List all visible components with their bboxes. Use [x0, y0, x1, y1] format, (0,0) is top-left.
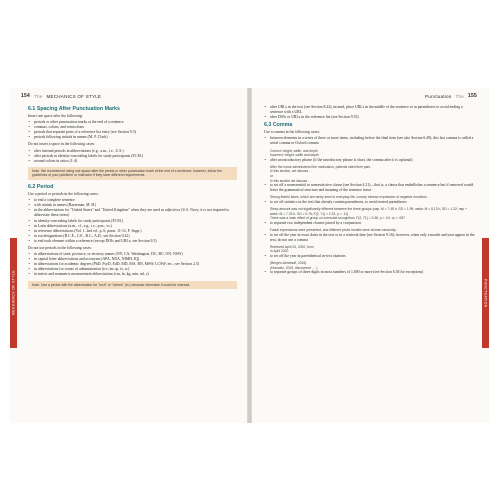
- left-page: [10, 88, 247, 423]
- list-item: • in abbreviations of state, province, or territory names (NY; CA; Washington, DC; BC; ON; NSW): [28, 252, 237, 257]
- right-page: [252, 88, 489, 423]
- list-item: • to set off the year in parenthetical in-text citations: [264, 254, 475, 259]
- list-item: • to set off statistics in the text that already contain parentheses, to avoid nested parentheses: [264, 200, 475, 205]
- list-item: • in the abbreviations for "United States" and "United Kingdom" when they are used as adjectives (U.S. Navy; it is not required to abbreviate these terms): [28, 208, 237, 218]
- example-or: or: [270, 174, 273, 179]
- paragraph: Use a comma in the following cases:: [264, 130, 320, 135]
- example-text: In this section, we discuss . . .: [270, 169, 314, 174]
- bullet-list: [264, 183, 475, 193]
- list-item: • to separate groups of three digits in most numbers of 1,000 or more (see Section 6.38 for exceptions): [264, 270, 475, 275]
- section-heading-comma: 6.3 Comma: [264, 122, 293, 129]
- list-item: • commas, colons, and semicolons: [28, 125, 237, 130]
- bullet-list: [264, 136, 475, 146]
- example-text: In April 2020: [270, 249, 289, 254]
- running-head-section: Punctuation: [425, 93, 452, 99]
- bullet-list: [28, 120, 237, 140]
- list-item: • periods that separate parts of a reference list entry (see Section 9.5): [28, 130, 237, 135]
- example-text: (Bergen-Abramoff, 2016): [270, 261, 307, 266]
- example-text: After the nurse administered the medication, patients rated their pain.: [270, 164, 371, 169]
- bullet-list: [264, 221, 475, 226]
- section-heading-period: 6.2 Period: [28, 184, 54, 191]
- example-correct: Correct: height, width, and depth: [270, 148, 318, 153]
- bullet-list: [264, 200, 475, 205]
- bullet-list: [28, 149, 237, 164]
- list-item: • in reference abbreviations (Vol. 1, 2nd ed., p. 6, paras. 11-12, F. Supp.): [28, 229, 237, 234]
- section-heading-spacing: 6.1 Spacing After Punctuation Marks: [28, 106, 120, 112]
- list-item: • after URLs in the text (see Section 8.22); instead, place URLs in the middle of the sentence or in parentheses to avoid ending a sentence with a URL: [264, 105, 475, 115]
- right-page-content: [264, 105, 475, 277]
- left-page-content: [28, 105, 237, 293]
- list-item: • between elements in a series of three or more items, including before the final item (see also Section 6.49); this last comma is called a serial comma or Oxford comma: [264, 136, 475, 146]
- paragraph: Do not use periods in the following cases:: [28, 245, 92, 250]
- running-head-separator: The: [455, 93, 465, 99]
- note-box: Note. Use a period with the abbreviation for "inch" or "inches" (in.) because otherwise it could be misread.: [28, 281, 237, 290]
- list-item: • to set off a nonessential or nonrestrictive clause (see Section 4.21)—that is, a clause that embellishes a sentence but if removed would leave the grammatical structure and meaning of the sentence intact: [264, 183, 475, 193]
- list-item: • periods or other punctuation marks at the end of a sentence: [28, 120, 237, 125]
- example-text: In this section we discuss . . .: [270, 178, 313, 183]
- example-text: Retrieved April 24, 2020, from: [270, 244, 314, 249]
- list-item: • in abbreviations for routes of administration (icv, im, ip, iv, sc): [28, 267, 237, 272]
- bullet-list: [28, 198, 237, 244]
- running-head-left: [21, 93, 101, 99]
- page-number: 155: [468, 93, 477, 99]
- example-text: (Horowitz, 2019, discovered . . .): [270, 265, 318, 270]
- running-head-separator: The: [33, 93, 43, 99]
- list-item: • in capital letter abbreviations and acronyms (APA, NDA, NIMH, IQ): [28, 257, 237, 262]
- example-text: Facial expressions were presented, and different photo models were chosen randomly.: [270, 227, 397, 232]
- side-tab-right: PUNCTUATION: [482, 238, 489, 348]
- list-item: • in era designations (B.C.E., C.E., B.C., A.D.; see Section 9.42): [28, 234, 237, 239]
- list-item: • in abbreviations for academic degrees (PhD, PsyD, EdD, MD, MA, RN, MSW, LCSW; etc.; see Section 2.5): [28, 262, 237, 267]
- side-tab-left: MECHANICS OF STYLE: [10, 238, 17, 348]
- list-item: • in Latin abbreviations (a.m., cf., e.g., i.e., p.m., vs.): [28, 224, 237, 229]
- paragraph: Do not insert a space in the following cases:: [28, 142, 96, 147]
- bullet-list: [264, 158, 475, 163]
- list-item: • around colons in ratios (1:4): [28, 159, 237, 164]
- list-item: • to separate two independent clauses joined by a conjunction: [264, 221, 475, 226]
- running-head-title: MECHANICS OF STYLE: [46, 93, 102, 99]
- list-item: • in metric and nonmetric measurement abbreviations (cm, hr, kg, min, ml, s): [28, 272, 237, 277]
- list-item: • periods following initials in names (M. P. Clark): [28, 135, 237, 140]
- bullet-list: [264, 254, 475, 259]
- bullet-list: [28, 252, 237, 277]
- bullet-list: [264, 270, 475, 275]
- example-text: Sleep amount was not significantly different between the three groups (nap: M = 7.48 h, SD = 1.99; wake: M = 8.13 h, SD = 1.22; nap + wake: M = 7.25 h, SD = 0.76; F(2, 71) = 2.32, p = .11): [270, 207, 468, 216]
- list-item: • after an introductory phrase (if the introductory phrase is short, the comma after it is optional): [264, 158, 475, 163]
- list-item: • to end a complete sentence: [28, 198, 237, 203]
- page-number: 154: [21, 93, 30, 99]
- running-head-right: [425, 93, 477, 99]
- example-text: There was a main effect of group on corrected recognition, F(2, 71) = 3.38, p = .04, η² = .087: [270, 216, 405, 221]
- note-box: Note. We recommend using one space after the period or other punctuation mark at the end of a sentence; however, follow the guidelines of your publisher or instructor if they have different requirements.: [28, 167, 237, 180]
- paragraph: Insert one space after the following:: [28, 114, 83, 118]
- bullet-list: [264, 233, 475, 243]
- bullet-list: [264, 105, 475, 120]
- example-text: Strong fearful faces, which are rarely seen in everyday life, convey intense expression of negative emotions.: [270, 195, 428, 200]
- list-item: • to set off the year in exact dates in the text or in a retrieval date (see Section 9.16); however, when only a month and year appear in the text, do not use a comma: [264, 233, 475, 243]
- list-item: • to end each element within a reference (except DOIs and URLs; see Section 9.5): [28, 239, 237, 244]
- list-item: • after DOIs or URLs in the reference list (see Section 9.35): [264, 115, 475, 120]
- list-item: • after internal periods in abbreviations (e.g., a.m., i.e., U.S.): [28, 149, 237, 154]
- paragraph: Use a period or periods in the following cases:: [28, 192, 99, 197]
- list-item: • in identity-concealing labels for study participants (F.I.M.): [28, 219, 237, 224]
- list-item: • after periods in identity-concealing labels for study participants (F.I.M.): [28, 154, 237, 159]
- example-incorrect: Incorrect: height, width and depth: [270, 153, 319, 158]
- list-item: • with initials in names (Bazerman, M. H.): [28, 203, 237, 208]
